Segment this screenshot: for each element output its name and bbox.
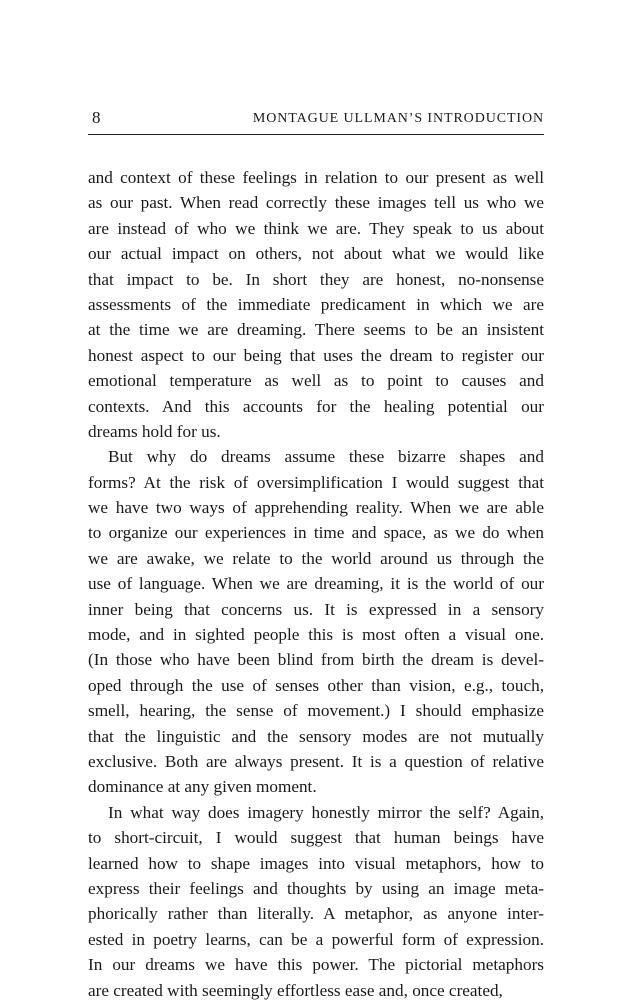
text-line: In our dreams we have this power. The pictorial metaphors — [88, 955, 544, 975]
text-line: use of language. When we are dreaming, it is the world of our — [88, 574, 544, 594]
text-line: are instead of who we think we are. They speak to us about — [88, 218, 544, 238]
text-line: as our past. When read correctly these images tell us who we — [88, 193, 544, 213]
text-line: are created with seemingly effortless ease and, once created, — [88, 980, 503, 1000]
text-line: emotional temperature as well as to point to causes and — [88, 371, 544, 391]
text-line: (In those who have been blind from birth the dream is devel- — [88, 650, 544, 670]
text-line: our actual impact on others, not about what we would like — [88, 244, 544, 264]
paragraph — [88, 165, 544, 444]
text-line: dreams hold for us. — [88, 421, 221, 441]
text-line: honest aspect to our being that uses the dream to register our — [88, 345, 544, 365]
text-line: to organize our experiences in time and space, as we do when — [88, 523, 544, 543]
text-line: that the linguistic and the sensory modes are not mutually — [88, 726, 544, 746]
text-line: ested in poetry learns, can be a powerful form of expression. — [88, 929, 544, 949]
paragraph — [88, 444, 544, 799]
text-line: express their feelings and thoughts by using an image meta- — [88, 878, 544, 898]
running-head — [88, 108, 544, 135]
text-line: dominance at any given moment. — [88, 777, 317, 797]
text-line: learned how to shape images into visual metaphors, how to — [88, 853, 544, 873]
text-line: inner being that concerns us. It is expressed in a sensory — [88, 599, 544, 619]
paragraph — [88, 800, 544, 1003]
text-line: smell, hearing, the sense of movement.) I should emphasize — [88, 701, 544, 721]
text-line: assessments of the immediate predicament in which we are — [88, 294, 544, 314]
text-line: and context of these feelings in relation to our present as well — [88, 168, 544, 187]
text-line: that impact to be. In short they are honest, no-nonsense — [88, 269, 544, 289]
page-number: 8 — [92, 108, 101, 127]
running-title: MONTAGUE ULLMAN’S INTRODUCTION — [252, 111, 544, 126]
text-line: phorically rather than literally. A metaphor, as anyone inter- — [88, 904, 544, 924]
text-line: contexts. And this accounts for the healing potential our — [88, 396, 544, 416]
text-line: exclusive. Both are always present. It is a question of relative — [88, 751, 544, 771]
text-line: we are awake, we relate to the world around us through the — [88, 548, 544, 568]
text-line: to short-circuit, I would suggest that human beings have — [88, 828, 544, 848]
text-line: But why do dreams assume these bizarre shapes and — [108, 447, 544, 467]
text-line: oped through the use of senses other than vision, e.g., touch, — [88, 675, 544, 695]
text-line: we have two ways of apprehending reality. When we are able — [88, 498, 544, 518]
text-line: mode, and in sighted people this is most often a visual one. — [88, 625, 544, 645]
text-line: at the time we are dreaming. There seems to be an insistent — [88, 320, 544, 340]
text-line: In what way does imagery honestly mirror the self? Again, — [108, 802, 544, 822]
body-text — [88, 165, 544, 1003]
book-page — [88, 108, 544, 1003]
text-line: forms? At the risk of oversimplification I would suggest that — [88, 472, 544, 492]
